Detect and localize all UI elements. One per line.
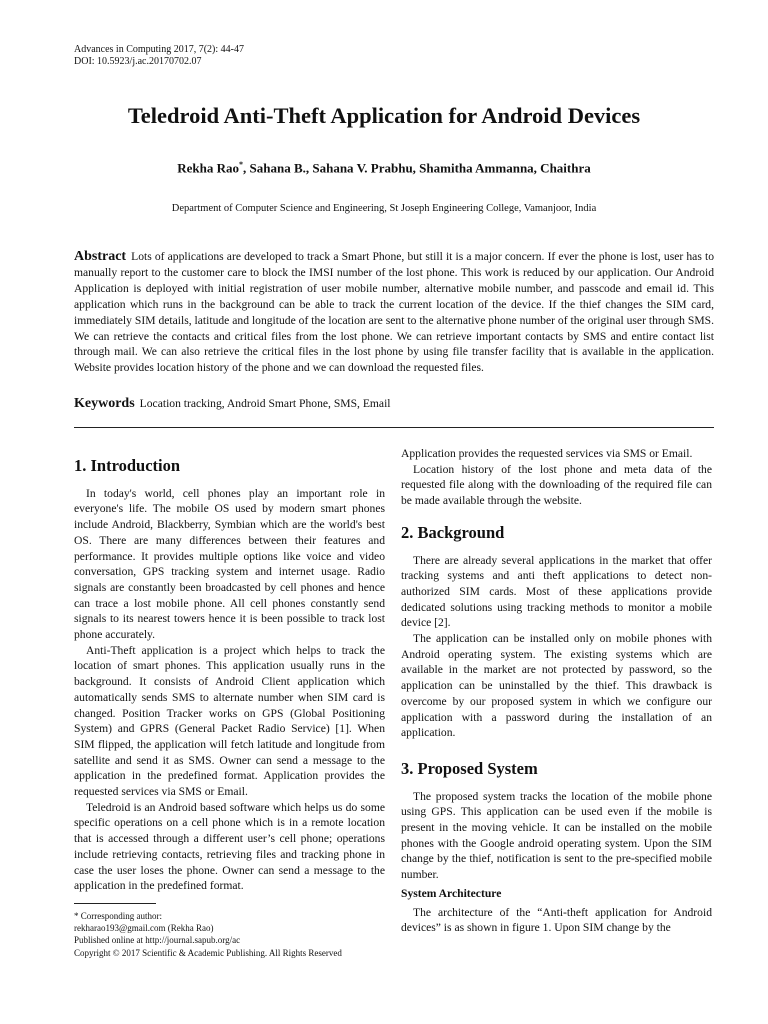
keywords-block	[74, 396, 714, 412]
intro-paragraph-1: In today's world, cell phones play an important role in everyone's life. The mobile OS used by modern smart phones include Android, Blackberry, Symbian which are the world's best OS. There are many differences between their features and performance. It provides multiple options like voice and video conversation, GPS tracking system and internet usage. Radio signals are constantly been broadcasted by cell phones and hence can trace a lost mobile phone. All cell phones constantly send signals to its nearest towers hence it is been possible to track lost phone accurately.	[74, 486, 385, 642]
footnotes	[74, 910, 385, 959]
proposed-paragraph-1: The proposed system tracks the location of the mobile phone using GPS. This application can be used even if the mobile is present in the moving vehicle. It can be installed on the mobile phones with the Google android operating system. Upon the SIM change by the thief, notification is sent to the pre-specified mobile number.	[401, 789, 712, 882]
introduction-heading: 1. Introduction	[74, 456, 181, 475]
keywords-text: Location tracking, Android Smart Phone, SMS, Email	[139, 397, 391, 410]
author-list	[0, 160, 768, 176]
footnote-divider	[74, 903, 156, 904]
system-architecture-heading: System Architecture	[401, 886, 502, 900]
copyright-note: Copyright © 2017 Scientific & Academic Publishing. All Rights Reserved	[74, 947, 342, 958]
architecture-paragraph-1: The architecture of the “Anti-theft application for Android devices” is as shown in figure 1. Upon SIM change by the	[401, 905, 712, 935]
paper-title: Teledroid Anti-Theft Application for Android Devices	[127, 103, 641, 128]
intro-paragraph-2: Anti-Theft application is a project which helps to track the location of smart phones. This application usually runs in the background. It consists of Android Client application which automatically sends SMS to alternate number when SIM card is changed. Position Tracker works on GPS (Global Positioning System) and GPRS (General Packet Radio Service) [1]. When SIM flipped, the application will fetch latitude and longitude from satellite and send it as SMS. Owner can send a message to the application in the predefined format. Application provides the requested services via SMS or Email.	[74, 643, 385, 799]
author-rest: , Sahana B., Sahana V. Prabhu, Shamitha Ammanna, Chaithra	[243, 160, 591, 176]
left-column	[74, 458, 385, 894]
corresponding-author-note: * Corresponding author:	[74, 911, 162, 921]
abstract-label: Abstract	[74, 249, 127, 264]
intro-continued-paragraph: Application provides the requested services via SMS or Email.	[401, 447, 693, 460]
intro-paragraph-3: Teledroid is an Android based software which helps us do some specific operations on a cell phone which is in a remote location that is accessed through a different user’s cell phone; operations include retrieving contacts, retrieving files and tracking phone in case the user loses the phone. Owner can send a message to the application in the predefined format.	[74, 800, 385, 893]
intro-continued-paragraph-2: Location history of the lost phone and meta data of the requested file along with the downloading of the required file can be made available through the website.	[401, 462, 712, 508]
section-divider	[74, 427, 714, 428]
published-online-note: Published online at http://journal.sapub.org/ac	[74, 935, 241, 946]
abstract-text: Lots of applications are developed to track a Smart Phone, but still it is a major concern. If ever the phone is lost, user has to manually report to the customer care to block the IMSI number of the lost phone. This work is reduced by our application. Our Android Application is deployed with initial registration of user mobile number, alternative mobile number, and passcode and email id. This application which runs in the background can be able to track the current location of the device. If the thief changes the SIM card, immediately SIM details, latitude and longitude of the location are sent to the alternative phone number of the original user through SMS. We can retrieve the contacts and critical files from the lost phone. We can retrieve important contacts by SMS and entire contact list through mail. We can also retrieve the critical files in the lost phone by using file transfer facility that is available in the application. Website provides location history of the phone and we can download the requested files.	[74, 250, 714, 375]
journal-citation: Advances in Computing 2017, 7(2): 44-47	[74, 44, 244, 55]
background-paragraph-1: There are already several applications in the market that offer tracking systems and anti theft applications to detect non-authorized SIM cards. Most of these applications provide dedicated solutions using tracking methods to monitor a mobile device [2].	[401, 553, 712, 630]
abstract-block	[74, 249, 714, 376]
author-email: rekharao193@gmail.com (Rekha Rao)	[74, 923, 214, 934]
background-heading: 2. Background	[401, 522, 505, 542]
corresponding-mark: *	[239, 160, 243, 169]
right-column	[401, 446, 712, 936]
affiliation: Department of Computer Science and Engineering, St Joseph Engineering College, Vamanjoor, India	[171, 203, 597, 214]
doi: DOI: 10.5923/j.ac.20170702.07	[74, 56, 202, 67]
background-paragraph-2: The application can be installed only on mobile phones with Android operating system. The existing systems which are available in the market are not protected by password, so the application can be uninstalled by the thief. This drawback is overcome by our proposed system in which we configure our application with a password during the installation of an application.	[401, 632, 712, 740]
author-first: Rekha Rao	[177, 160, 239, 176]
keywords-label: Keywords	[74, 396, 135, 411]
proposed-system-heading: 3. Proposed System	[401, 758, 538, 778]
